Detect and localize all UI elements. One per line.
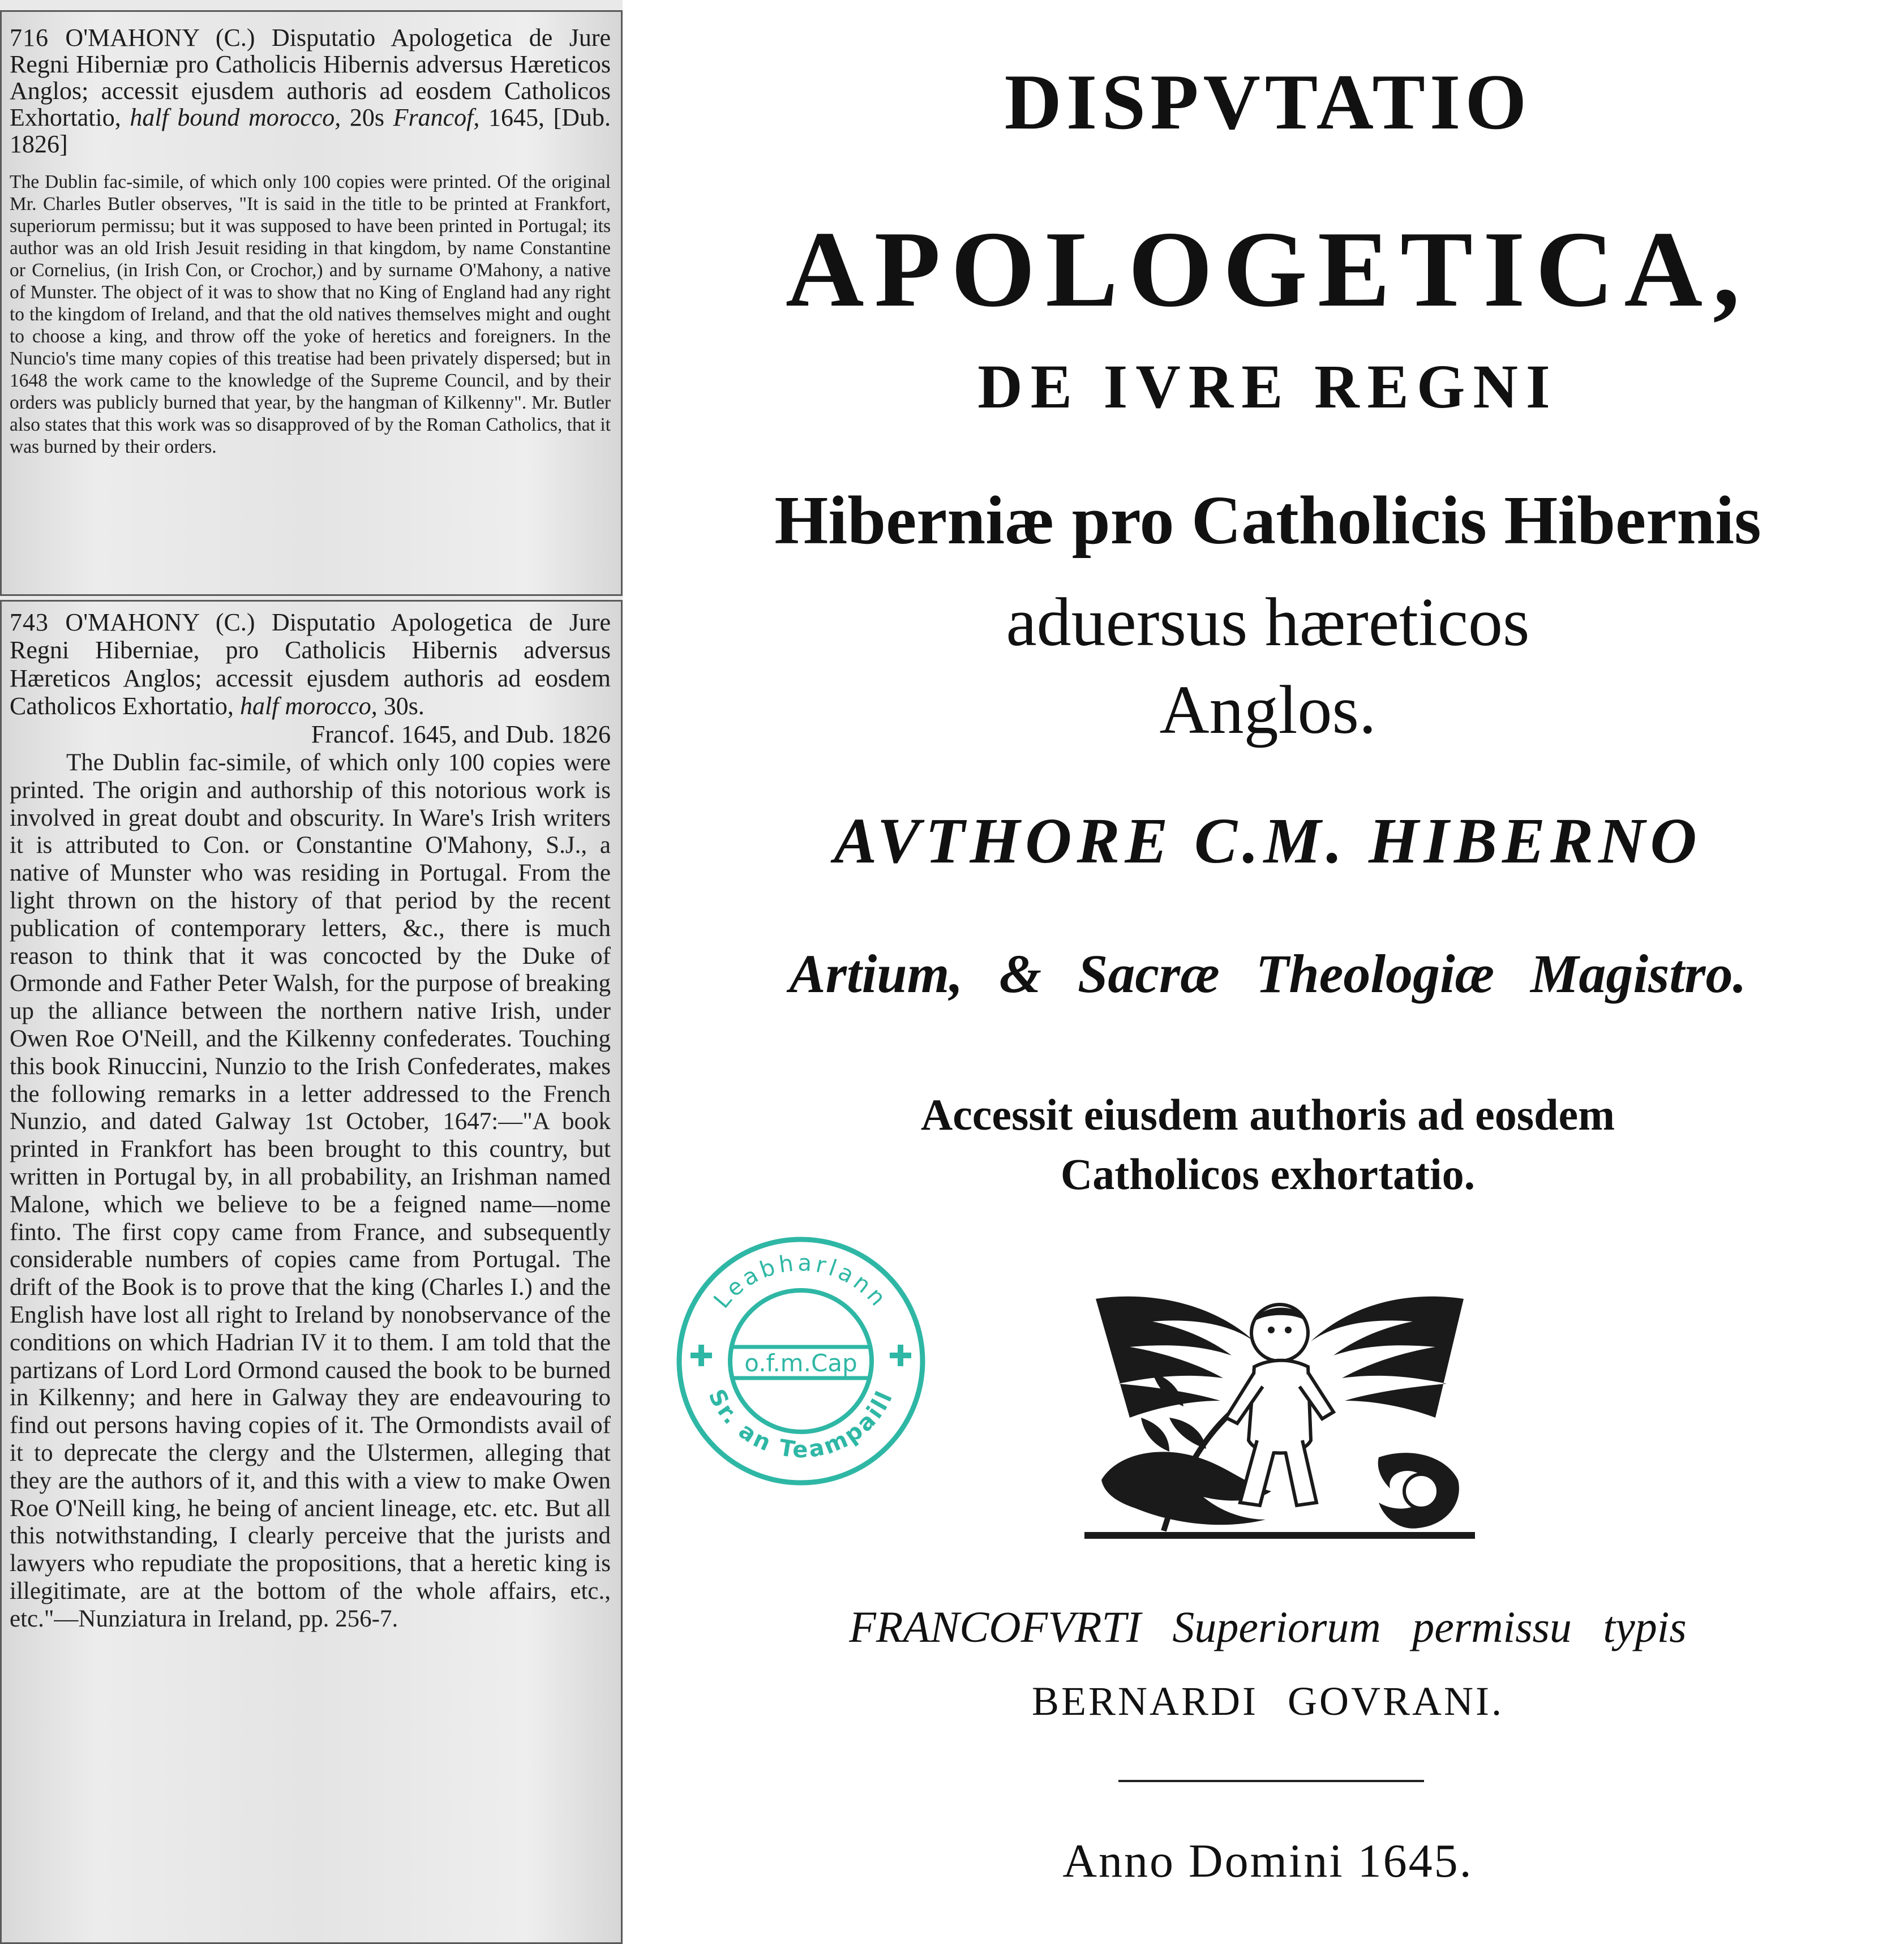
binding: half bound morocco, bbox=[130, 104, 341, 131]
title-page bbox=[632, 0, 1904, 1944]
publication-line: Francof. 1645, and Dub. 1826 bbox=[311, 720, 611, 748]
catalogue-clipping-743 bbox=[0, 600, 623, 1944]
stamp-center-text: o.f.m.Cap bbox=[744, 1349, 857, 1377]
accessit-line-1: Accessit eiusdem authoris ad eosdem bbox=[920, 1090, 1615, 1139]
library-stamp bbox=[668, 1231, 934, 1491]
lot-number: 743 bbox=[10, 608, 49, 636]
dates: 1645, [Dub. 1826] bbox=[10, 104, 611, 158]
date-line: Anno Domini 1645. bbox=[1062, 1835, 1473, 1887]
svg-text:Sr. an Teampaill bbox=[703, 1385, 898, 1464]
price: 30s. bbox=[383, 692, 424, 720]
stamp-bottom-text: Sr. an Teampaill bbox=[703, 1385, 899, 1464]
author-line: AVTHORE C.M. HIBERNO bbox=[834, 805, 1702, 877]
degrees-line: Artium, & Sacræ Theologiæ Magistro. bbox=[789, 943, 1747, 1004]
place: Francof, bbox=[393, 104, 480, 131]
title-line-5: aduersus hæreticos bbox=[1006, 584, 1530, 660]
imprint-line-1: FRANCOFVRTI Superiorum permissu typis bbox=[849, 1602, 1687, 1651]
title-line-1: DISPVTATIO bbox=[1004, 58, 1532, 146]
printers-device-cherub-dolphin bbox=[1084, 1288, 1475, 1542]
title-line-6: Anglos. bbox=[1159, 672, 1376, 748]
entry-title: O'MAHONY (C.) Disputatio Apologetica de Jure Regni Hiberniæ pro Catholicis Hibernis adversus Hæreticos Anglos; accessit ejusdem authoris ad eosdem Catholicos Exhortatio, bbox=[10, 24, 611, 131]
clipping-body-text: The Dublin fac-simile, of which only 100 copies were printed. The origin and authorship of this notorious work is involved in great doubt and obscurity. In Ware's Irish writers it is attributed to Con. or Constantine O'Mahony, S.J., a native of Munster who was residing in Portugal. From the light thrown on the history of that period by the recent publication of contemporary letters, &c., there is much reason to think that it was concocted by the Duke of Ormonde and Father Peter Walsh, for the purpose of breaking up the alliance between the northern native Irish, under Owen Roe O'Neill, and the Kilkenny confederates. Touching this book Rinuccini, Nunzio to the Irish Confederates, makes the following remarks in a letter addressed to the French Nunzio, and dated Galway 1st October, 1647:—"A book printed in Frankfort has been brought to this country, but written in Portugal by, in all probability, an Irishman named Malone, which we believe to be a feigned name—nome finto. The first copy came from France, and subsequently considerable numbers of copies came from Portugal. The drift of the Book is to prove that the king (Charles I.) and the English have lost all right to Ireland by nonobservance of the conditions on which Hadrian IV it to them. I am told that the partizans of Lord Lord Ormond caused the book to be burned in Kilkenny; and here in Galway they are endeavouring to find out persons having copies of it. The Ormondists avail of it to deprecate the clergy and the Ulstermen, alleging that they are the authors of it, and this with a view to make Owen Roe O'Neill king, he being of ancient lineage, etc. etc. But all this notwithstanding, I clearly perceive that the jurists and lawyers who repudiate the propositions, that a heretic king is illegitimate, are at the bottom of the whole affairs, etc., etc."—Nunziatura in Ireland, pp. 256-7. bbox=[10, 749, 611, 1632]
binding: half morocco, bbox=[239, 692, 378, 720]
stamp-top-text: Leabharlann bbox=[709, 1250, 893, 1314]
title-line-2: APOLOGETICA, bbox=[785, 209, 1751, 329]
imprint-line-2: BERNARDI GOVRANI. bbox=[1032, 1679, 1504, 1724]
divider-rule bbox=[1118, 1780, 1424, 1782]
lot-number: 716 bbox=[10, 24, 49, 52]
accessit-line-2: Catholicos exhortatio. bbox=[1060, 1149, 1476, 1199]
newspaper-clippings bbox=[0, 0, 623, 1944]
clipping-body-text: The Dublin fac-simile, of which only 100 copies were printed. Of the original Mr. Charles Butler observes, "It is said in the title to be printed at Frankfort, superiorum permissu; but it was supposed to have been printed in Portugal; its author was an old Irish Jesuit residing in that kingdom, by name Constantine or Cornelius, (in Irish Con, or Crochor,) and by surname O'Mahony, a native of Munster. The object of it was to show that no King of England had any right to the kingdom of Ireland, and that the old natives themselves might and ought to choose a king, and throw off the yoke of heretics and foreigners. In the Nuncio's time many copies of this treatise had been privately dispersed; but in 1648 the work came to the knowledge of the Supreme Council, and by their orders was publicly burned that year, by the hangman of Kilkenny". Mr. Butler also states that this work was so disapproved of by the Roman Catholics, that it was burned by their orders. bbox=[10, 171, 611, 457]
clipping-entry-heading bbox=[10, 24, 611, 157]
clipping-entry-heading bbox=[10, 608, 611, 748]
title-line-3: DE IVRE REGNI bbox=[977, 352, 1558, 421]
catalogue-clipping-716 bbox=[0, 10, 623, 596]
title-line-4: Hiberniæ pro Catholicis Hibernis bbox=[774, 482, 1761, 559]
entry-title: O'MAHONY (C.) Disputatio Apologetica de Jure Regni Hiberniae, pro Catholicis Hibernis adversus Hæreticos Anglos; accessit ejusdem authoris ad eosdem Catholicos Exhortatio, bbox=[10, 608, 611, 720]
price: 20s bbox=[349, 104, 385, 131]
